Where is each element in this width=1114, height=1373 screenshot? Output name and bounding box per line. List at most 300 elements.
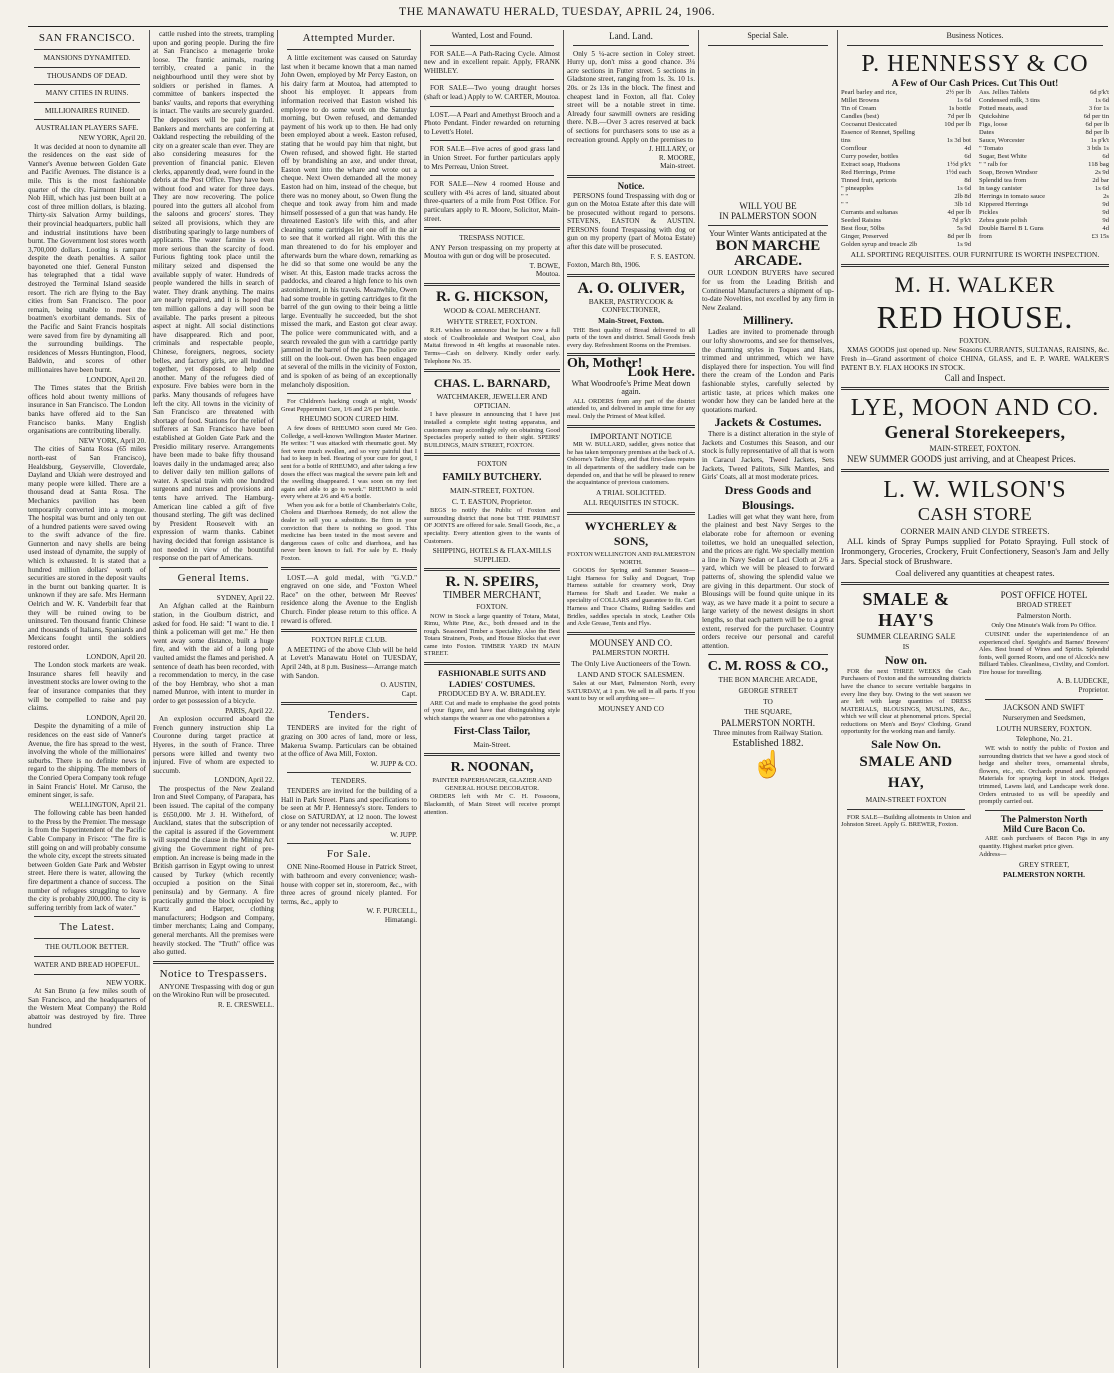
advertiser-trade: The Only Live Auctioneers of the Town. — [571, 659, 691, 669]
advertiser-name: C. M. ROSS & CO., — [707, 659, 829, 675]
advert-title: RHEUMO SOON CURED HIM. — [299, 414, 399, 424]
advertiser-name: R. NOONAN, — [450, 760, 534, 776]
article-body: A little excitement was caused on Saturday last when it became known that a man named John Owen, employed by Mr Percy Easton, on his dairy farm at Moutoa, had attempted to shoot his employer. It appears from information received that Easton wished his employee to do some work on the Saturday morning, but Owen refused, and demanded payment of his work up to then. He had only been employed about a week. Easton refused, stating that he would pay him that night, but Owen refused, and showed fight. He started off by brandishing an axe, and under threat, Easton went into the whare and wrote out a cheque. Next Owen demanded all the money Easton had on him, instead of the cheque, but there was no money about, so Owen flung the cheque and took away from him and made himself possessed of a gun that was handy. He threatened Easton's life with this, and after cleaning some cartridges let one off in the air to see that it worked all right. With this the man threatened to do for his employer and afterwards burn the whare down, remarking as he did so that some one would be any the wiser. At this, Easton made tracks across the paddocks, and cleared a high fence to his own astonishment, in his travels. Meanwhile, Owen had some trouble in getting cartridges to fit the barrel of the gun owing to their being a little large. Eventually he succeeded, but the shot missed the mark, and Easton got clear away. The police were communicated with, and a search revealed the gun with a cartridge partly jammed in the barrel of the gun. The police are still on the look-out. Owen has been engaged at several of the mills in the vicinity of Foxton, and is spoken of as being of an exceptionally melancholy disposition. — [281, 54, 417, 389]
dateline: LONDON, April 20. — [86, 713, 146, 722]
price-item: Cornflour — [841, 145, 868, 153]
advertiser-name: The Palmerston North — [1000, 813, 1088, 824]
advertiser-address: PALMERSTON NORTH. — [592, 648, 670, 658]
price-row — [979, 153, 1109, 161]
article-body: The prospectus of the New Zealand Iron and Steel Company, of Parapara, has been issued. The capital of the company is £650,000. Mr J. H. Witheford, of Auckland, states that the subscription of the capital is assured if the Government will suspend the clause in the Mining Act giving the Government right of pre-emption. An increase is being made in the British garrison in Egypt owing to unrest caused by Turkey (which recently occupied a position on the Sinai peninsula) and by Germany. A fire practically gutted the block occupied by Kurtz and Harper, clothing manufacturers; Hodgson and Company, timber merchants; Laing and Company, general merchants. All the premises were heavily stocked. The "Truth" office was also gutted. — [153, 784, 274, 957]
divider — [34, 102, 140, 103]
price-list-right — [979, 89, 1109, 249]
section-title: Business Notices. — [946, 31, 1004, 40]
advertiser-address: GREY STREET, — [1018, 859, 1070, 869]
advertiser-name: P. HENNESSY & CO — [861, 50, 1089, 77]
price-value: 3 btls 1s — [1087, 145, 1109, 153]
notice-signature: Himatangi. — [384, 916, 417, 925]
price-row — [841, 233, 971, 241]
advert-headline: Oh, Mother! — [567, 356, 643, 372]
divider — [281, 702, 417, 705]
column-7 — [841, 30, 1109, 1368]
price-value: 6d per tin — [1083, 113, 1109, 121]
price-value: 3lb 1d — [954, 201, 971, 209]
advertiser-address: LOUTH NURSERY, FOXTON. — [996, 723, 1092, 733]
advertiser-address: FOXTON WELLINGTON AND PALMERSTON NORTH. — [567, 550, 695, 566]
notice-title: TRESPASS NOTICE. — [459, 233, 525, 243]
divider — [430, 79, 554, 80]
article-body: It was decided at noon to dynamite all the residences on the east side of Vanner's Avenue between Golden Gate and Pacific Avenues. The distance is a mile. This is the most fashionable quarter of the city. Fairmont Hotel on Nob Hill, which has just been built at a cost of three million dollars, is blazing. Thirty-six Salvation Army buildings, their provincial headquarters, public hall and industrial institutions have been burnt. The Government lost stores worth 3,700,000 dollars. Looting is rampant despite the death penalties. A sailor bayoneted one thief. General Funston has telegraphed that a tidal wave destroyed the Terminal Island seaside resort. The rich are flying to the Bay cities from San Francisco. The poor remain, being unable to meet the boatmen's exorbitant demands. Six of the Pacific and Saint Francis hospitals were saved from fire by dynamiting all the surrounding buildings. The residences of Messrs Huntington, Flood, Baldwin, and scores of other millionaires have been burnt. — [28, 142, 146, 374]
advert-body: OUR LONDON BUYERS have secured for us from the Leading British and Continental Manufacturers a shipment of up-to-date Novelties, not excelled by any firm in New Zealand. — [702, 269, 834, 312]
price-row — [979, 97, 1109, 105]
notice-title: Notice. — [617, 180, 645, 191]
advert-section: Dress Goods and — [724, 482, 812, 497]
article-body: The Times states that the British offices hold about twenty millions of insurance in San Francisco. The London banks have offered aid to the San Francisco banks. Many English organisations are contributing liberally. — [28, 384, 146, 436]
price-row — [979, 137, 1109, 145]
price-value: 9d — [1102, 209, 1109, 217]
advertiser-trade: BAKER, PASTRYCOOK & CONFECTIONER, — [588, 296, 674, 315]
divider — [847, 809, 965, 810]
price-item: Kippered Herrings — [979, 201, 1029, 209]
advertiser-address: GEORGE STREET — [738, 685, 798, 695]
notice-signature: O. AUSTIN, — [380, 681, 417, 690]
advertiser-address: PALMERSTON NORTH. — [1002, 870, 1085, 880]
advertiser-established: Established 1882. — [732, 737, 804, 749]
advert-body: A few doses of RHEUMO soon cured Mr Geo. Colledge, a well-known Wellington Master Mariner. He writes: "I was attacked with rheumatic gout. My feet were much swollen, and so very painful that I had to keep in bed. Hearing of your cure for gout, I sent for a bottle of RHEUMO, and after taking a few doses the effect was magical the severe pain left and the swelling disappeared. I was soon on my feet again and able to go to work." RHEUMO is sold every where at 2/6 and 4/6 a bottle. — [281, 424, 417, 501]
smale-hay-ad — [841, 589, 971, 881]
advertiser-address: THE BON MARCHE ARCADE, — [718, 675, 818, 685]
divider — [567, 425, 695, 428]
price-value: 1½d p'k't — [947, 161, 971, 169]
advert-subhead: A Few of Our Cash Prices. Cut This Out! — [891, 78, 1059, 89]
masthead: THE MANAWATU HERALD, TUESDAY, APRIL 24, 1906. — [398, 4, 716, 18]
column-rule — [563, 30, 564, 1368]
price-value: 2½ per lb — [945, 89, 971, 97]
divider — [573, 45, 689, 46]
column-4 — [424, 30, 560, 1368]
advertiser-name: POST OFFICE HOTEL — [1000, 589, 1088, 600]
divider — [424, 369, 560, 372]
bottom-ads — [841, 589, 1109, 881]
advertiser-trade: CASH STORE — [917, 504, 1033, 525]
price-item: Essence of Rennet, Spelling — [841, 129, 915, 137]
article-body: Despite the dynamiting of a mile of residences on the east side of Vanner's Avenue, the fire has spread to the west, involving the whole of the millionaires' suburbs. There is no definite news in regard to the shipping. The members of the Conried Opera Company took refuge in Saint Francis' Hotel. Mr Caruso, the eminent singer, is safe. — [28, 722, 146, 800]
price-item: Tin of Cream — [841, 105, 877, 113]
advertiser-name: FAMILY BUTCHERY. — [442, 471, 542, 483]
notice-title: FOXTON RIFLE CLUB. — [311, 635, 387, 645]
notice-body: MR W. BULLARD, saddler, gives notice that he has taken temporary premises at the back of A. Osborne's Tailor Shop, and that first-class repairs in all departments of the saddlery trade can be depended on, and that he will be pleased to renew the acquaintance of previous customers. — [567, 441, 695, 487]
divider — [424, 662, 560, 665]
subhead: MILLIONAIRES RUINED. — [44, 105, 130, 115]
price-row — [979, 105, 1109, 113]
advertiser-proprietor: PRODUCED BY A. W. BRADLEY. — [438, 689, 546, 699]
advertiser-name: FOXTON — [477, 459, 507, 469]
price-value: 6d per lb — [1085, 121, 1109, 129]
price-value: 4d — [1102, 225, 1109, 233]
advert-body: Only 5 ¼-acre section in Coley street. Hurry up, don't miss a good chance. 3¼ acre sections in Futter street. 5 sections in Gladstone street, ranging from 1s. 3s. 10 1s. 20s. or 2s 13s in the block. The finest and cheapest land in Foxton, all flat. Coley street will be a notable street in time. Already four sawmill owners are residing there. N.B.—Over 3 acres reserved at back of sections for purchasers sons to use as a recreation ground. Apply on the premises to — [567, 49, 695, 144]
advert-footer: A TRIAL SOLICITED. — [595, 487, 666, 497]
notice-signature: W. JUPP & CO. — [370, 759, 417, 768]
price-row — [841, 105, 971, 113]
price-item: Candles (best) — [841, 113, 879, 121]
advert-body: Ladies are invited to promenade through our lofty showrooms, and see for themselves, the charming styles in Toques and Hats, trimmed and untrimmed, which we have displayed there for inspection. You will find there the cream of the London and Paris fashionable styles, carefully selected by artistic taste, at prices which makes one wonder how they can be landed here at the quotations marked. — [702, 328, 834, 414]
price-item: Dates — [979, 129, 995, 137]
notice-signature: W. F. PURCELL, — [366, 907, 417, 916]
article-body: The cities of Santa Rosa (65 miles north-east of San Francisco), Healdsburg, Geyserville, Cloverdale, Dayland and Ukiah were destroyed and many people were killed. There are a thousand dead at Santa Rosa. The Mechanics pavilion has been temporarily converted into a morgue. The hospital was burnt and only ten out of a hundred patients were saved owing to the swift advance of the fire. Gunnerton and navy shells are being used instead of dynamite, the supply of which is exhausted. It is stated that a hundred million dollars' worth of securities are stored in the deposit vaults in the burnt out banking quarter. It is unknown if they are safe. Mrs Hermann Oelrich and W. K. Vanderbilt fear that they will be ruined owing to be uninsured. Ten thousand frantic Chinese and thousands of Italians, Spaniards and Mexicans fought until the soldiers restored order. — [28, 445, 146, 651]
price-row — [841, 185, 971, 193]
advert-body: GOODS for Spring and Summer Season— Light Harness for Sulky and Dogcart, Trap Harness suitable for creamery work, Dray Harness for Shaft and Leader. We make a speciality of COLLARS and guarantee to fit. Cart Harness and Trace Chains, Riding Saddles and Bridles, saddles specials in stock, Leather Oils and Axle Grease, Tents and Flys. — [567, 567, 695, 628]
notice-body: TENDERS are invited for the right of grazing on 300 acres of land, more or less, Makerua Swamp. Particulars can be obtained at the office of Awa Mill, Foxton. — [281, 724, 417, 759]
advertiser-name: LADIES' COSTUMES. — [449, 678, 535, 689]
notice-title: IMPORTANT NOTICE — [590, 430, 672, 441]
price-row — [841, 129, 971, 137]
divider — [287, 772, 411, 773]
subhead: AUSTRALIAN PLAYERS SAFE. — [35, 123, 139, 133]
advert-footer: Coal delivered any quantities at cheapest rates. — [895, 567, 1055, 578]
section-title: Tenders. — [328, 709, 370, 722]
price-row — [841, 153, 971, 161]
advertiser-address: MAIN-STREET FOXTON — [865, 795, 947, 805]
divider — [153, 961, 274, 964]
advert-subhead: SUMMER CLEARING SALE — [856, 631, 956, 641]
price-row — [841, 137, 971, 145]
divider — [985, 810, 1103, 811]
advertiser-address: CORNER MAIN AND CLYDE STREETS. — [900, 526, 1050, 537]
advertiser-trade: WATCHMAKER, JEWELLER AND OPTICIAN. — [436, 392, 548, 410]
price-row — [979, 145, 1109, 153]
article-title: SAN FRANCISCO. — [38, 32, 136, 44]
notice-signature: T. BOWE, — [529, 261, 560, 270]
price-row — [841, 169, 971, 177]
advert-body: WE wish to notify the public of Foxton and surrounding districts that we have a good stock of hedge and shelter trees, ornamental shrubs, flowers, etc., etc. Orchards pruned and sprayed. Materials for spraying kept in stock. Hedges trimmed, Lawns laid, and Landscape work done. Orders entrusted to us will be speedily and promptly carried out. — [979, 745, 1109, 806]
column-2 — [153, 30, 274, 1368]
price-row — [841, 177, 971, 185]
divider — [424, 227, 560, 230]
price-row — [841, 225, 971, 233]
advert-subhead: Now on. — [884, 652, 927, 667]
column-5 — [567, 30, 695, 1368]
advertiser-address: MAIN-STREET, FOXTON. — [929, 443, 1021, 453]
advertiser-address: FOXTON. — [959, 335, 991, 345]
classified-ad: FOR SALE—Building allotments in Union and Johnston Street. Apply G. BREWER, Foxton. — [841, 813, 971, 829]
subhead: THE OUTLOOK BETTER. — [45, 942, 129, 952]
advert-section: Jackets & Costumes. — [714, 415, 822, 430]
price-list-left — [841, 89, 971, 249]
advertiser-phone: Telephone, No. 21. — [1015, 734, 1073, 744]
advertiser-address: Only One Minute's Walk from Po Office. — [991, 622, 1097, 630]
divider — [281, 629, 417, 632]
price-item: Figs, loose — [979, 121, 1008, 129]
price-item: Ginger, Preserved — [841, 233, 889, 241]
notice-body: PERSONS found Trespassing with dog or gun on the Motoa Estate after this date will be prosecuted without regard to persons. STEVENS, EASTON & AUSTIN. PERSONS found Trespassing with dog or gun on my property (part of Motoa Estate) after this date will be prosecuted. — [567, 191, 695, 252]
advert-signature: A. B. LUDECKE, — [1056, 677, 1109, 686]
price-item: Zebra grate polish — [979, 217, 1027, 225]
notice-signature: R. E. CRESWELL. — [217, 1000, 274, 1009]
column-1 — [28, 30, 146, 1368]
price-row — [979, 129, 1109, 137]
price-value: 7d per lb — [947, 113, 971, 121]
price-value: 1½d each — [945, 169, 971, 177]
advertiser-address: BROAD STREET — [1016, 600, 1072, 610]
advertiser-trade: PAINTER PAPERHANGER, GLAZIER AND GENERAL HOUSE DECORATOR. — [432, 777, 552, 792]
divider — [708, 45, 828, 46]
column-6 — [702, 30, 834, 1368]
dateline: PARIS, April 22. — [225, 706, 274, 715]
column-rule — [420, 30, 421, 1368]
price-item: Cocoanut Desiccated — [841, 121, 897, 129]
price-value: 8d per lb — [947, 233, 971, 241]
divider — [430, 140, 554, 141]
advertiser-address: TO — [763, 696, 773, 706]
advert-body: THE Best quality of Bread delivered to all parts of the town and district. Small Goods fresh every day. Refreshment Rooms on the Premises. — [567, 326, 695, 349]
advertiser-name: FASHIONABLE SUITS AND — [437, 668, 546, 679]
advert-body: ALL ORDERS from any part of the district attended to, and delivered in ample time for any meal. Only the Primest of Meat killed. — [567, 397, 695, 420]
advert-signature: Main-street. — [660, 162, 695, 171]
price-value: 3 for 1s — [1088, 105, 1109, 113]
price-value: 5s 9d — [956, 225, 971, 233]
price-row — [979, 177, 1109, 185]
divider — [34, 67, 140, 68]
divider — [34, 49, 140, 50]
price-item: Pickles — [979, 209, 999, 217]
price-row — [979, 225, 1109, 233]
notice-body: TENDERS are invited for the building of a Hall in Park Street. Plans and specifications to be seen at Mr P. Hennessy's store. Tenders to close on SATURDAY, at 12 noon. The lowest or any tender not necessarily accepted. — [281, 786, 417, 830]
advertiser-name: RED HOUSE. — [876, 298, 1074, 335]
price-row — [841, 121, 971, 129]
price-item: from — [979, 233, 992, 241]
advertiser-name: Mild Cure Bacon Co. — [1003, 824, 1085, 835]
dateline: LONDON, April 20. — [86, 375, 146, 384]
divider — [567, 512, 695, 515]
advertiser-address: MAIN-STREET, FOXTON. — [449, 485, 535, 495]
divider — [34, 84, 140, 85]
divider — [567, 175, 695, 178]
article-body: An Afghan called at the Rainburn station, in the Goulburn district, and asked for food. He said: "I want to die. I think a policeman will get me." He then went away some distance, built a huge fire, and with the aid of a long pole vaulted amidst the flames and perished. A sentence of death has been recorded, with a recommendation to mercy, in the case of the boy Hembray, who shot a man named Munroe, with intent to murder in order to get possession of a bicycle. — [153, 602, 274, 705]
dateline: LONDON, April 22. — [214, 776, 274, 785]
classified-ad: FOR SALE—New 4 roomed House and scullery with 4¼ acres of land, situated about three-quarters of a mile from Post Office. For particulars apply to R. Moore, Solicitor, Main-street. — [424, 180, 560, 223]
dateline: NEW YORK. — [106, 978, 146, 987]
advertiser-address: Three minutes from Railway Station. — [713, 728, 823, 738]
price-item: Soap, Brown Windsor — [979, 169, 1038, 177]
price-value: 4d per lb — [947, 209, 971, 217]
classified-ad: FOR SALE—Five acres of good grass land in Union Street. For further particulars apply to Mrs Perreau, Union Street. — [424, 145, 560, 171]
advert-body: ORDERS left with Mr C. H. Fossoons, Blacksmith, of Main Street will receive prompt attention. — [424, 793, 560, 816]
notice-title: TENDERS. — [331, 776, 367, 786]
notice-body: ANYONE Trespassing with dog or gun on the Wirokino Run will be prosecuted. — [153, 982, 274, 1000]
price-row — [979, 185, 1109, 193]
price-row — [841, 209, 971, 217]
price-item: In tasgy canister — [979, 185, 1023, 193]
advert-subhead: Your Winter Wants anticipated at the — [709, 228, 827, 238]
divider — [159, 589, 268, 590]
price-item: Double Barrel B L Guns — [979, 225, 1044, 233]
divider — [708, 654, 828, 655]
price-value: 8d — [964, 177, 971, 185]
advert-headline: Look Here. — [627, 365, 695, 380]
price-item: " Tomato — [979, 145, 1004, 153]
advertiser-name: CHAS. L. BARNARD, — [433, 376, 551, 391]
advert-body: Sales at our Mart, Palmerston North, every SATURDAY, at 1 p.m. We sell in all parts. If you want to buy or sell anything see— — [567, 680, 695, 703]
price-row — [841, 161, 971, 169]
column-rule — [837, 30, 838, 1368]
advertiser-address: Address— — [979, 851, 1007, 859]
advert-footer: Sale Now On. — [871, 737, 941, 752]
divider — [424, 568, 560, 571]
advertiser-name: R. G. HICKSON, — [435, 289, 549, 306]
price-item: " " — [841, 193, 849, 201]
advertiser-address: WHYTE STREET, FOXTON. — [446, 316, 538, 326]
advert-body: Ladies will get what they want here, from the plainest and best Navy Serges to the elaborate robe for afternoon or evening toilettes, we hold an unequalled selection, and the prices are right. We specially mention a line in Navy Sedan or Laci Cloth at 2/6 a yard, which we will be pleased to forward patterns of, showing the splendid value we are giving in this department. Our stock of Blousings will be found quite unique in its way, as we have made it a point to secure a large variety of the newest designs in short lengths, so that each pattern will be to a great extent, reserved for the purchaser. Country orders receive our personal and careful attention. — [702, 512, 834, 650]
section-title: Wanted, Lost and Found. — [451, 31, 533, 40]
price-row — [841, 241, 971, 249]
advert-headline: IN PALMERSTON SOON — [719, 211, 817, 222]
notice-signature: F. S. EASTON. — [650, 252, 695, 261]
notice-title: Notice to Trespassers. — [159, 967, 268, 980]
advertiser-name: LYE, MOON AND CO. — [850, 394, 1100, 421]
divider — [841, 582, 1109, 585]
lost-notice: LOST.—A gold medal, with "G.V.D." engraved on one side, and "Foxton Wheel Race" on the other, between Mr Reeves' residence along the Avenue to the English Church. Finder please return to this office. A reward is offered. — [281, 573, 417, 625]
divider — [159, 567, 268, 568]
divider — [281, 567, 417, 570]
advertiser-trade: WOOD & COAL MERCHANT. — [443, 306, 541, 316]
price-value: 1s 3d bot — [946, 137, 971, 145]
price-item: Pearl barley and rice, — [841, 89, 898, 97]
divider — [287, 393, 411, 394]
advertiser-name: BON MARCHE — [715, 238, 821, 255]
article-body: The following cable has been handed to the Press by the Premier. The message is from the Superintendent of the Pacific Cable Company in Frisco: "The fire is still going on and will probably consume the whole city, except the streets situated between Golden Gate Park and Webster street. Here there is water, allowing the fire department a chance of success. The number of refugees struggling to leave the city is probably 200,000. The city is suffering terribly from lack of water." — [28, 809, 146, 912]
divider — [841, 387, 1109, 390]
right-ads — [979, 589, 1109, 881]
price-item: Curry powder, bottles — [841, 153, 899, 161]
divider — [287, 49, 411, 50]
advert-subhead: What Woodroofe's Prime Meat down again. — [571, 378, 691, 397]
price-item: Herrings in tomato sauce — [979, 193, 1046, 201]
advert-body: CUISINE under the superintendence of an experienced chef. Speight's and Barnes' Brewers' Ales. Best brand of Wines and Spirits. Splendid fonts, well gorned Room, and one of Alcock's new Billiard Tables. Cleanliness, Civility, and Comfort. Fire house for travelling. — [979, 630, 1109, 676]
price-value: 1s bottle — [948, 105, 971, 113]
price-item: Potted meats, assd — [979, 105, 1028, 113]
divider — [424, 453, 560, 456]
advertiser-name: JACKSON AND SWIFT — [1003, 702, 1085, 712]
advertiser-address: FOXTON. — [476, 601, 508, 611]
advert-body: ARE cash purchasers of Bacon Pigs in any quantity. Highest market price given. — [979, 834, 1109, 850]
section-title: General Items. — [177, 571, 250, 584]
dateline: NEW YORK, April 20. — [78, 133, 146, 142]
price-value: 9d — [1102, 217, 1109, 225]
advert-body: NOW in Stock a large quantity of Totara, Matai, Rimu, White Pine, &c., both dressed and in the rough. Seasoned Timber a Speciality. Also the Best Totara Strainers, Posts, and House Blocks that ever came into Foxton. TIMBER YARD IN MAIN STREET. — [424, 612, 560, 658]
price-value: 1s 6d — [956, 185, 971, 193]
price-row — [841, 193, 971, 201]
advertiser-address: THE SQUARE, — [744, 707, 792, 717]
price-value: 1s 6d — [956, 97, 971, 105]
notice-body: ANY Person trespassing on my property at Moutoa with gun or dog will be prosecuted. — [424, 243, 560, 261]
advertiser-name: M. H. WALKER — [894, 271, 1056, 297]
dateline: LONDON, April 20. — [86, 652, 146, 661]
price-value: 118 bag — [1088, 161, 1109, 169]
price-item: Seeded Raisins — [841, 217, 882, 225]
price-row — [841, 113, 971, 121]
article-body: The London stock markets are weak. Insurance shares fell heavily and investment stocks are lower owing to the fear of insurance companies that they will be compelled to raise and pay claims. — [28, 661, 146, 713]
divider — [34, 956, 140, 957]
divider — [567, 632, 695, 635]
price-item: Tinned fruit, apricots — [841, 177, 897, 185]
price-item: Currants and sultanas — [841, 209, 898, 217]
price-row — [979, 89, 1109, 97]
price-row — [841, 145, 971, 153]
subhead: WATER AND BREAD HOPEFUL. — [34, 960, 140, 969]
price-value: 10d per lb — [944, 121, 971, 129]
advert-body: R.H. wishes to announce that he has now a full stock of Coalbrookdale and Westport Coal, also Maitai firewood in 4ft lengths at reasonable rates. Terms—Cash on delivery. Kindly order early. Telephone No. 35. — [424, 327, 560, 365]
advert-section: Millinery. — [742, 313, 794, 328]
price-item: tins — [841, 137, 851, 145]
notice-signature: Capt. — [401, 689, 417, 698]
notice-body: A MEETING of the above Club will be held at Levett's Manawatu Hotel on TUESDAY, April 24th, at 8 p.m. Business—Arrange match with Sandon. — [281, 645, 417, 680]
masthead-rule — [28, 26, 1108, 27]
advertiser-trade: General Storekeepers, — [884, 421, 1066, 442]
advertiser-name: R. N. SPEIRS, — [445, 574, 539, 591]
column-rule — [149, 30, 150, 1368]
advert-footer: Main-Street. — [473, 739, 511, 749]
price-row — [979, 217, 1109, 225]
divider — [424, 753, 560, 756]
advertiser-trade: TIMBER MERCHANT, — [442, 590, 542, 602]
section-title: Special Sale. — [747, 31, 789, 40]
divider — [841, 469, 1109, 472]
price-value: 4d — [964, 145, 971, 153]
classified-ad: FOR SALE—Two young draught horses (shaft or lead.) Apply to W. CARTER, Moutoa. — [424, 84, 560, 101]
advert-body: XMAS GOODS just opened up. New Seasons CURRANTS, SULTANAS, RAISINS, &c. Fresh in—Grand assortment of choice CHINA, GLASS, and E. P. WARE. WALKER'S PATENT B.Y. FLAX HOOKS IN STOCK. — [841, 346, 1109, 372]
divider — [34, 974, 140, 975]
price-item: Ass. Jellies Tablets — [979, 89, 1030, 97]
advertiser-address: Palmerston North. — [1016, 610, 1072, 620]
price-item: Condensed milk, 3 tins — [979, 97, 1040, 105]
advert-footer: MOUNSEY AND CO — [598, 704, 664, 713]
price-row — [841, 97, 971, 105]
price-item: Quickshine — [979, 113, 1010, 121]
divider — [34, 916, 140, 917]
price-item: Golden syrup and treacle 2lb — [841, 241, 918, 249]
price-value: 6d — [1102, 153, 1109, 161]
advertiser-proprietor: C. T. EASTON, Proprietor. — [451, 496, 533, 506]
divider — [847, 45, 1103, 46]
classified-ad: LOST.—A Pearl and Amethyst Brooch and a Photo Pendant. Finder rewarded on returning to Levett's Hotel. — [424, 110, 560, 136]
advertiser-name: MOUNSEY AND CO. — [589, 637, 673, 648]
article-body: cattle rushed into the streets, trampling upon and goring people. During the fire at San Francisco a menagerie broke loose. The frantic animals, roaring terribly, created a panic in the neighbourhood until they were shot by soldiers or perished in flames. A committee of bankers inspected the banks' vaults, and reports that everything is intact. The vaults are securely guarded. The depositors will be paid in full. Bankers and merchants are conferring at Oakland respecting the rebuilding of the city on a greater scale than ever. They are also considering measures for the prevention of financial panic. Eleven clerks, apparently dead, were found in the debris at the Post Office. They have been without food and water for three days. They are now recovering. The police poured into the gutters all alcohol from the saloons and grocers' stores. They seized all provisions, which they are distributing sparingly to large numbers of applicants. The water famine is even more serious than the scarcity of food. Furious fighting took place until the military seized and dispensed the available supply of water. Hundreds of people wandered the hills in search of water. They drank anything. The mains are nearly repaired, and it is hoped that ten million gallons a day will soon be available. The parks present a piteous aspect at night. All social distinctions have disappeared. Rich and poor, criminals and respectable people, Chinese, foreigners, negroes, society belles, and factory girls, are all huddled together, yet disposed to help one another. Many of the refugees died of exposure. Five babies were born in the parks. Many thousands of refugees have left the city. All towns in the vicinity of San Francisco are threatened with shortage of food. Stations for the relief of sufferers at San Francisco have been established at Golden Gate Park and the Presidio military reserve. Arrangements have been made to bake fifty thousand loaves daily in the undamaged area; also to deliver daily ten million gallons of water. A special train with one hundred surgeons and nurses and provisions and tents have arrived. The Hamburg-American line cabled a gift of five thousand sterling. The gift was declined by President Roosevelt with an expression of warm thanks. Cabinet having decided that foreign assistance is not needed in view of the bountiful response on the part of Americans. — [153, 30, 274, 563]
price-row — [841, 201, 971, 209]
price-value: 1s p'k't — [1090, 137, 1109, 145]
article-body: An explosion occurred aboard the French gunnery instruction ship La Couronne during target practice at Hyeres, in the south of France. Three persons were killed and twenty two injured. Five of whom are expected to succumb. — [153, 715, 274, 775]
advert-subhead: IS — [902, 642, 910, 652]
divider — [424, 283, 560, 286]
divider — [567, 274, 695, 277]
divider — [985, 699, 1103, 700]
classified-ad: FOR SALE—A Path-Racing Cycle. Almost new and in excellent repair. Apply, FRANK WHIBLEY. — [424, 49, 560, 75]
price-row — [979, 209, 1109, 217]
advert-footer: Call and Inspect. — [944, 373, 1006, 384]
price-item: " " — [841, 201, 849, 209]
advert-footer: First-Class Tailor, — [453, 725, 531, 737]
column-3 — [281, 30, 417, 1368]
section-title: Land. Land. — [609, 31, 653, 41]
advertiser-name: A. O. OLIVER, — [577, 279, 685, 297]
divider — [430, 45, 554, 46]
advertiser-address: Main-Street, Foxton. — [598, 316, 664, 326]
advertiser-trade: LAND AND STOCK SALESMEN. — [577, 669, 685, 679]
divider — [34, 119, 140, 120]
divider — [430, 106, 554, 107]
price-item: Sugar, Best White — [979, 153, 1027, 161]
advertiser-name: WYCHERLEY & SONS, — [584, 518, 678, 548]
advert-headline: WILL YOU BE — [739, 200, 797, 211]
advert-signature: Proprietor. — [1078, 686, 1109, 695]
